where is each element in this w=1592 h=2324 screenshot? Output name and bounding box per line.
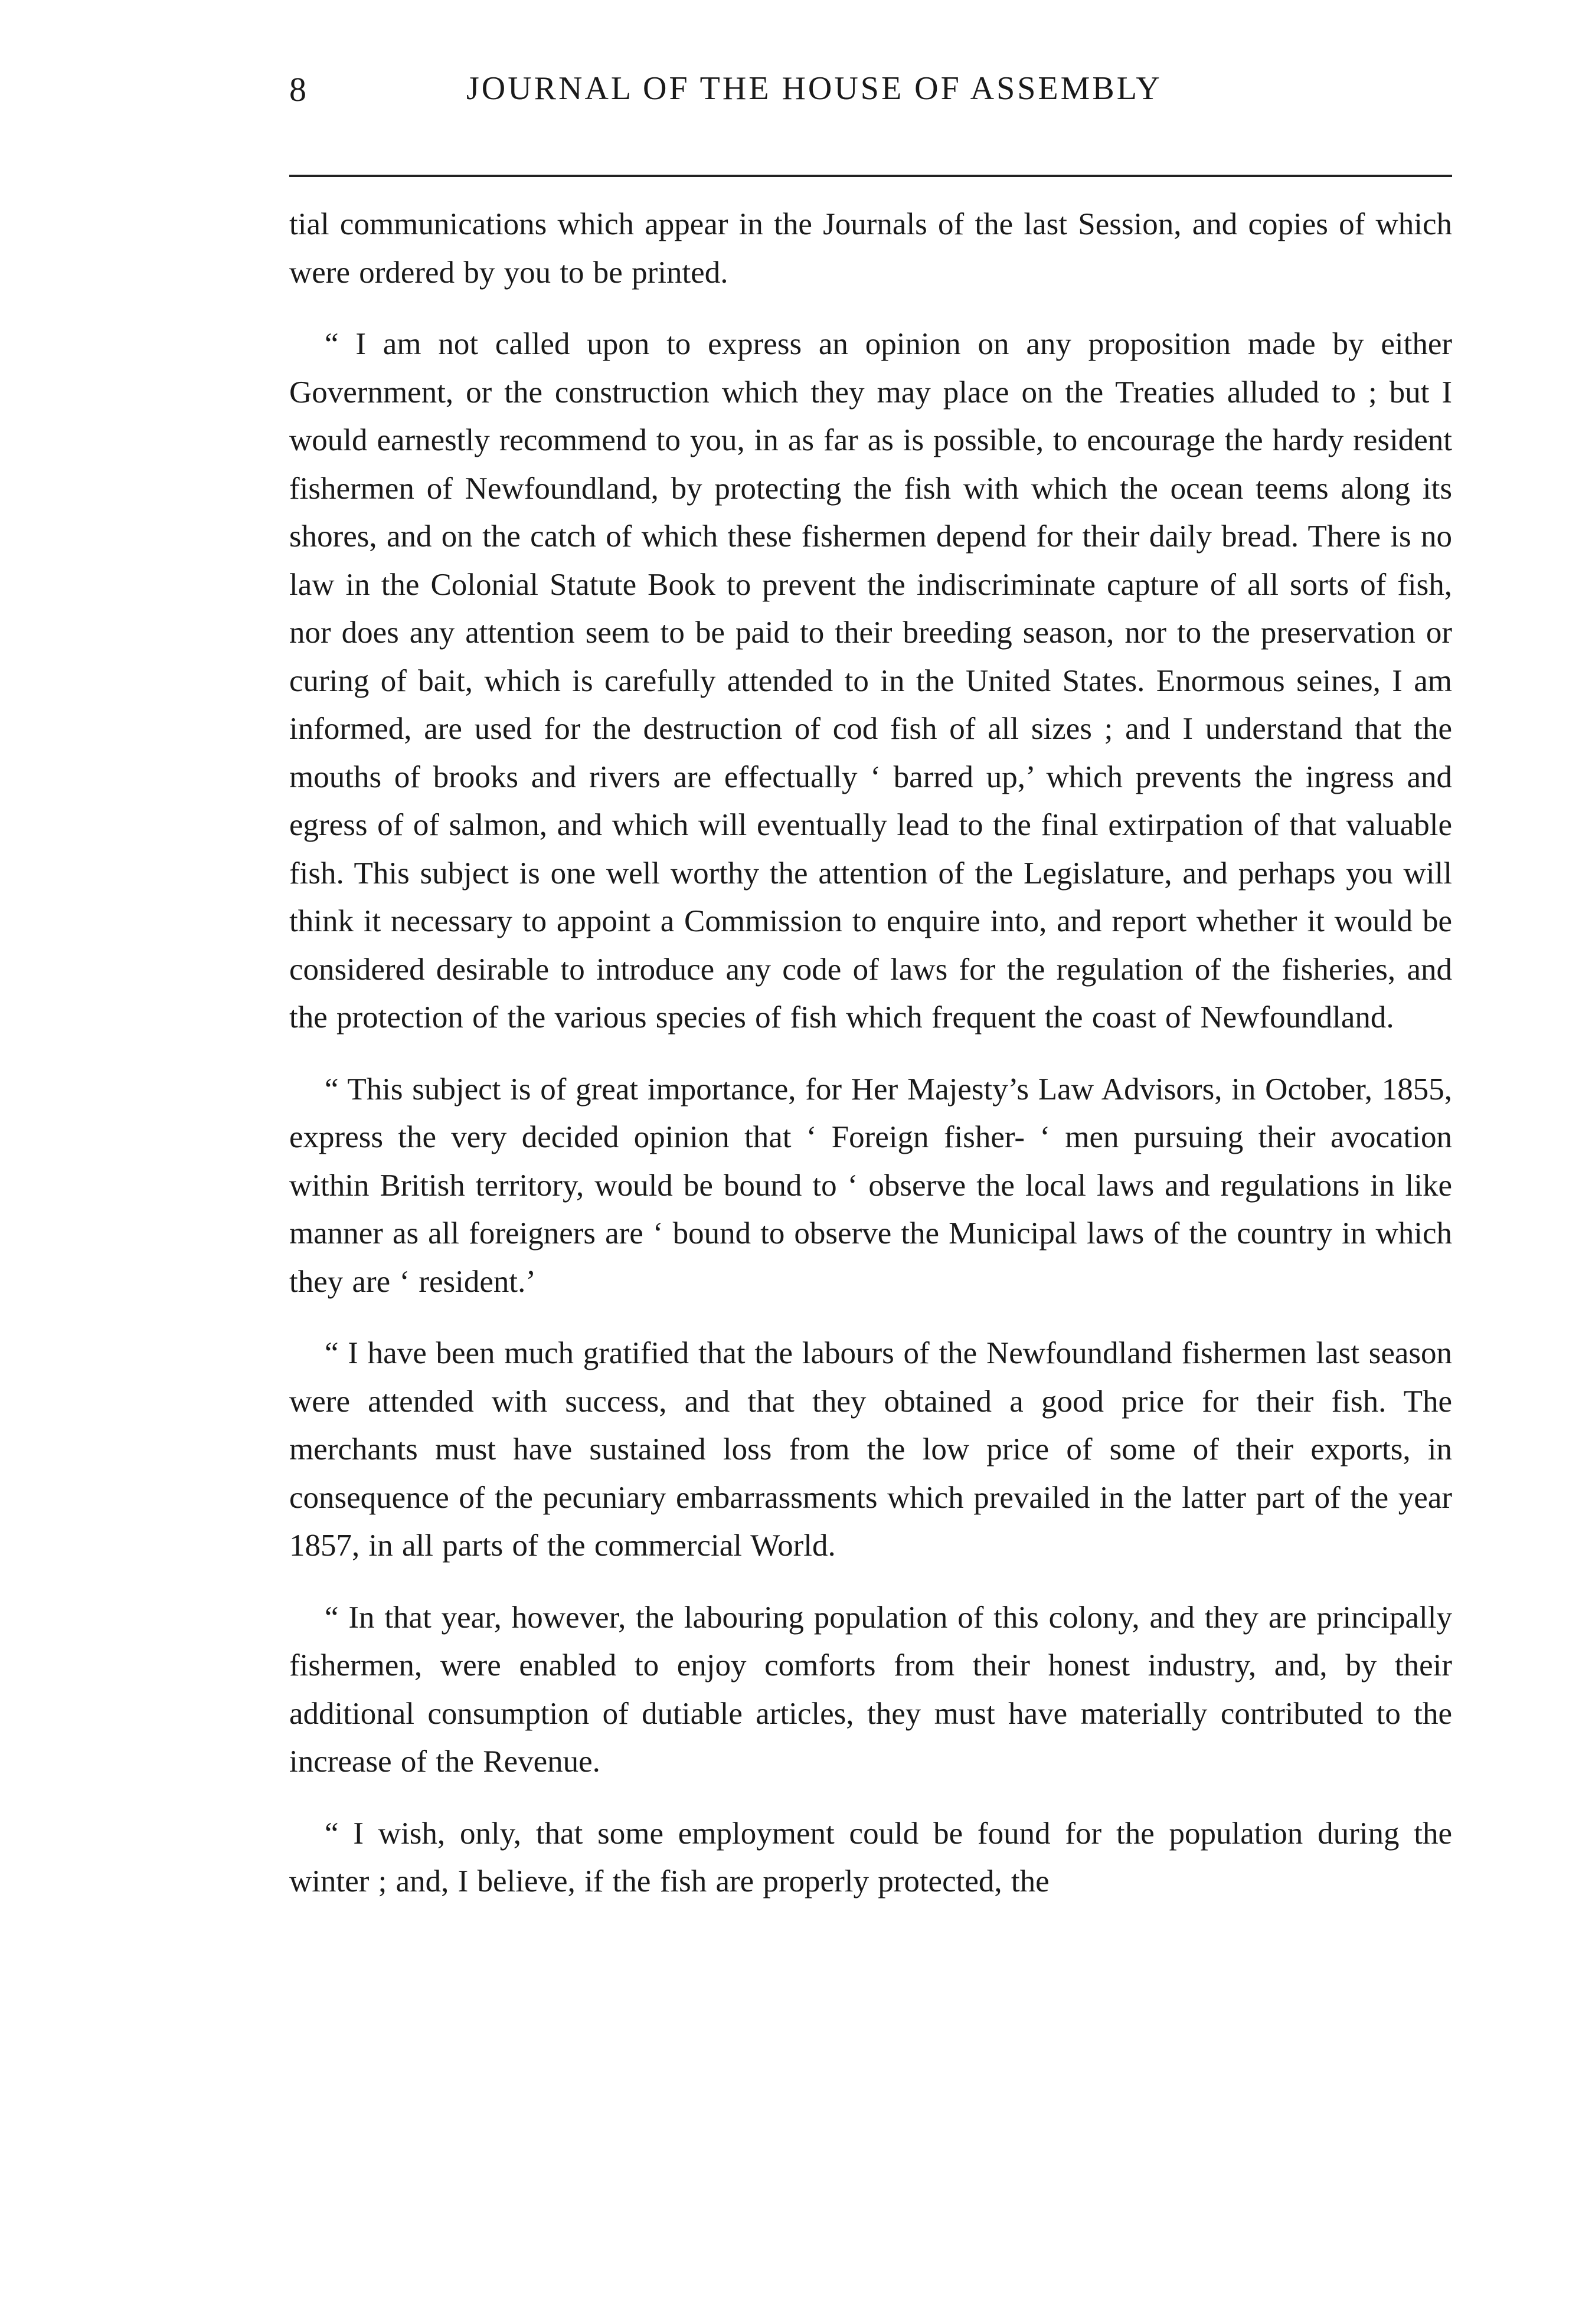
- page-number: 8: [289, 70, 307, 109]
- page-header: [289, 70, 1464, 123]
- header-rule: [289, 175, 1452, 177]
- paragraph-fisheries-protection: “ I am not called upon to express an opinion on any proposition made by either Government, or the construction which they may place on the Treaties alluded to ; but I would earnestly recommend to you, in as far as is possible, to encourage the hardy resident fishermen of Newfoundland, by protecting the fish with which the ocean teems along its shores, and on the catch of which these fishermen depend for their daily bread. There is no law in the Colonial Statute Book to prevent the indiscriminate capture of all sorts of fish, nor does any attention seem to be paid to their breeding season, nor to the preservation or curing of bait, which is carefully attended to in the United States. Enormous seines, I am informed, are used for the destruction of cod fish of all sizes ; and I understand that the mouths of brooks and rivers are effectually ‘ barred up,’ which prevents the ingress and egress of of salmon, and which will eventually lead to the final extirpation of that valuable fish. This subject is one well worthy the attention of the Legislature, and perhaps you will think it necessary to appoint a Commission to enquire into, and report whether it would be considered desirable to introduce any code of laws for the regulation of the fisheries, and the protection of the various species of fish which frequent the coast of Newfoundland.: [289, 327, 1452, 1035]
- body-text: [289, 201, 1452, 1906]
- paragraph-law-advisors: “ This subject is of great importance, for Her Majesty’s Law Advisors, in October, 1855, express the very decided opinion that ‘ Foreign fisher- ‘ men pursuing their avocation within British territory, would be bound to ‘ observe the local laws and regulations in like manner as all foreigners are ‘ bound to observe the Municipal laws of the country in which they are ‘ resident.’: [289, 1072, 1452, 1299]
- paragraph-fishermen-success: “ I have been much gratified that the labours of the Newfoundland fishermen last season were attended with success, and that they obtained a good price for their fish. The merchants must have sustained loss from the low price of some of their exports, in consequence of the pecuniary embarrassments which prevailed in the latter part of the year 1857, in all parts of the commercial World.: [289, 1336, 1452, 1563]
- running-title: JOURNAL OF THE HOUSE OF ASSEMBLY: [466, 70, 1162, 107]
- paragraph-labouring-population: “ In that year, however, the labouring population of this colony, and they are principally fishermen, were enabled to enjoy comforts from their honest industry, and, by their additional consumption of dutiable articles, they must have materially contributed to the increase of the Revenue.: [289, 1600, 1452, 1779]
- paragraph-continuation: tial communications which appear in the Journals of the last Session, and copies of which were ordered by you to be printed.: [289, 207, 1452, 290]
- paragraph-winter-employment: “ I wish, only, that some employment could be found for the population during the winter ; and, I believe, if the fish are properly protected, the: [289, 1816, 1452, 1899]
